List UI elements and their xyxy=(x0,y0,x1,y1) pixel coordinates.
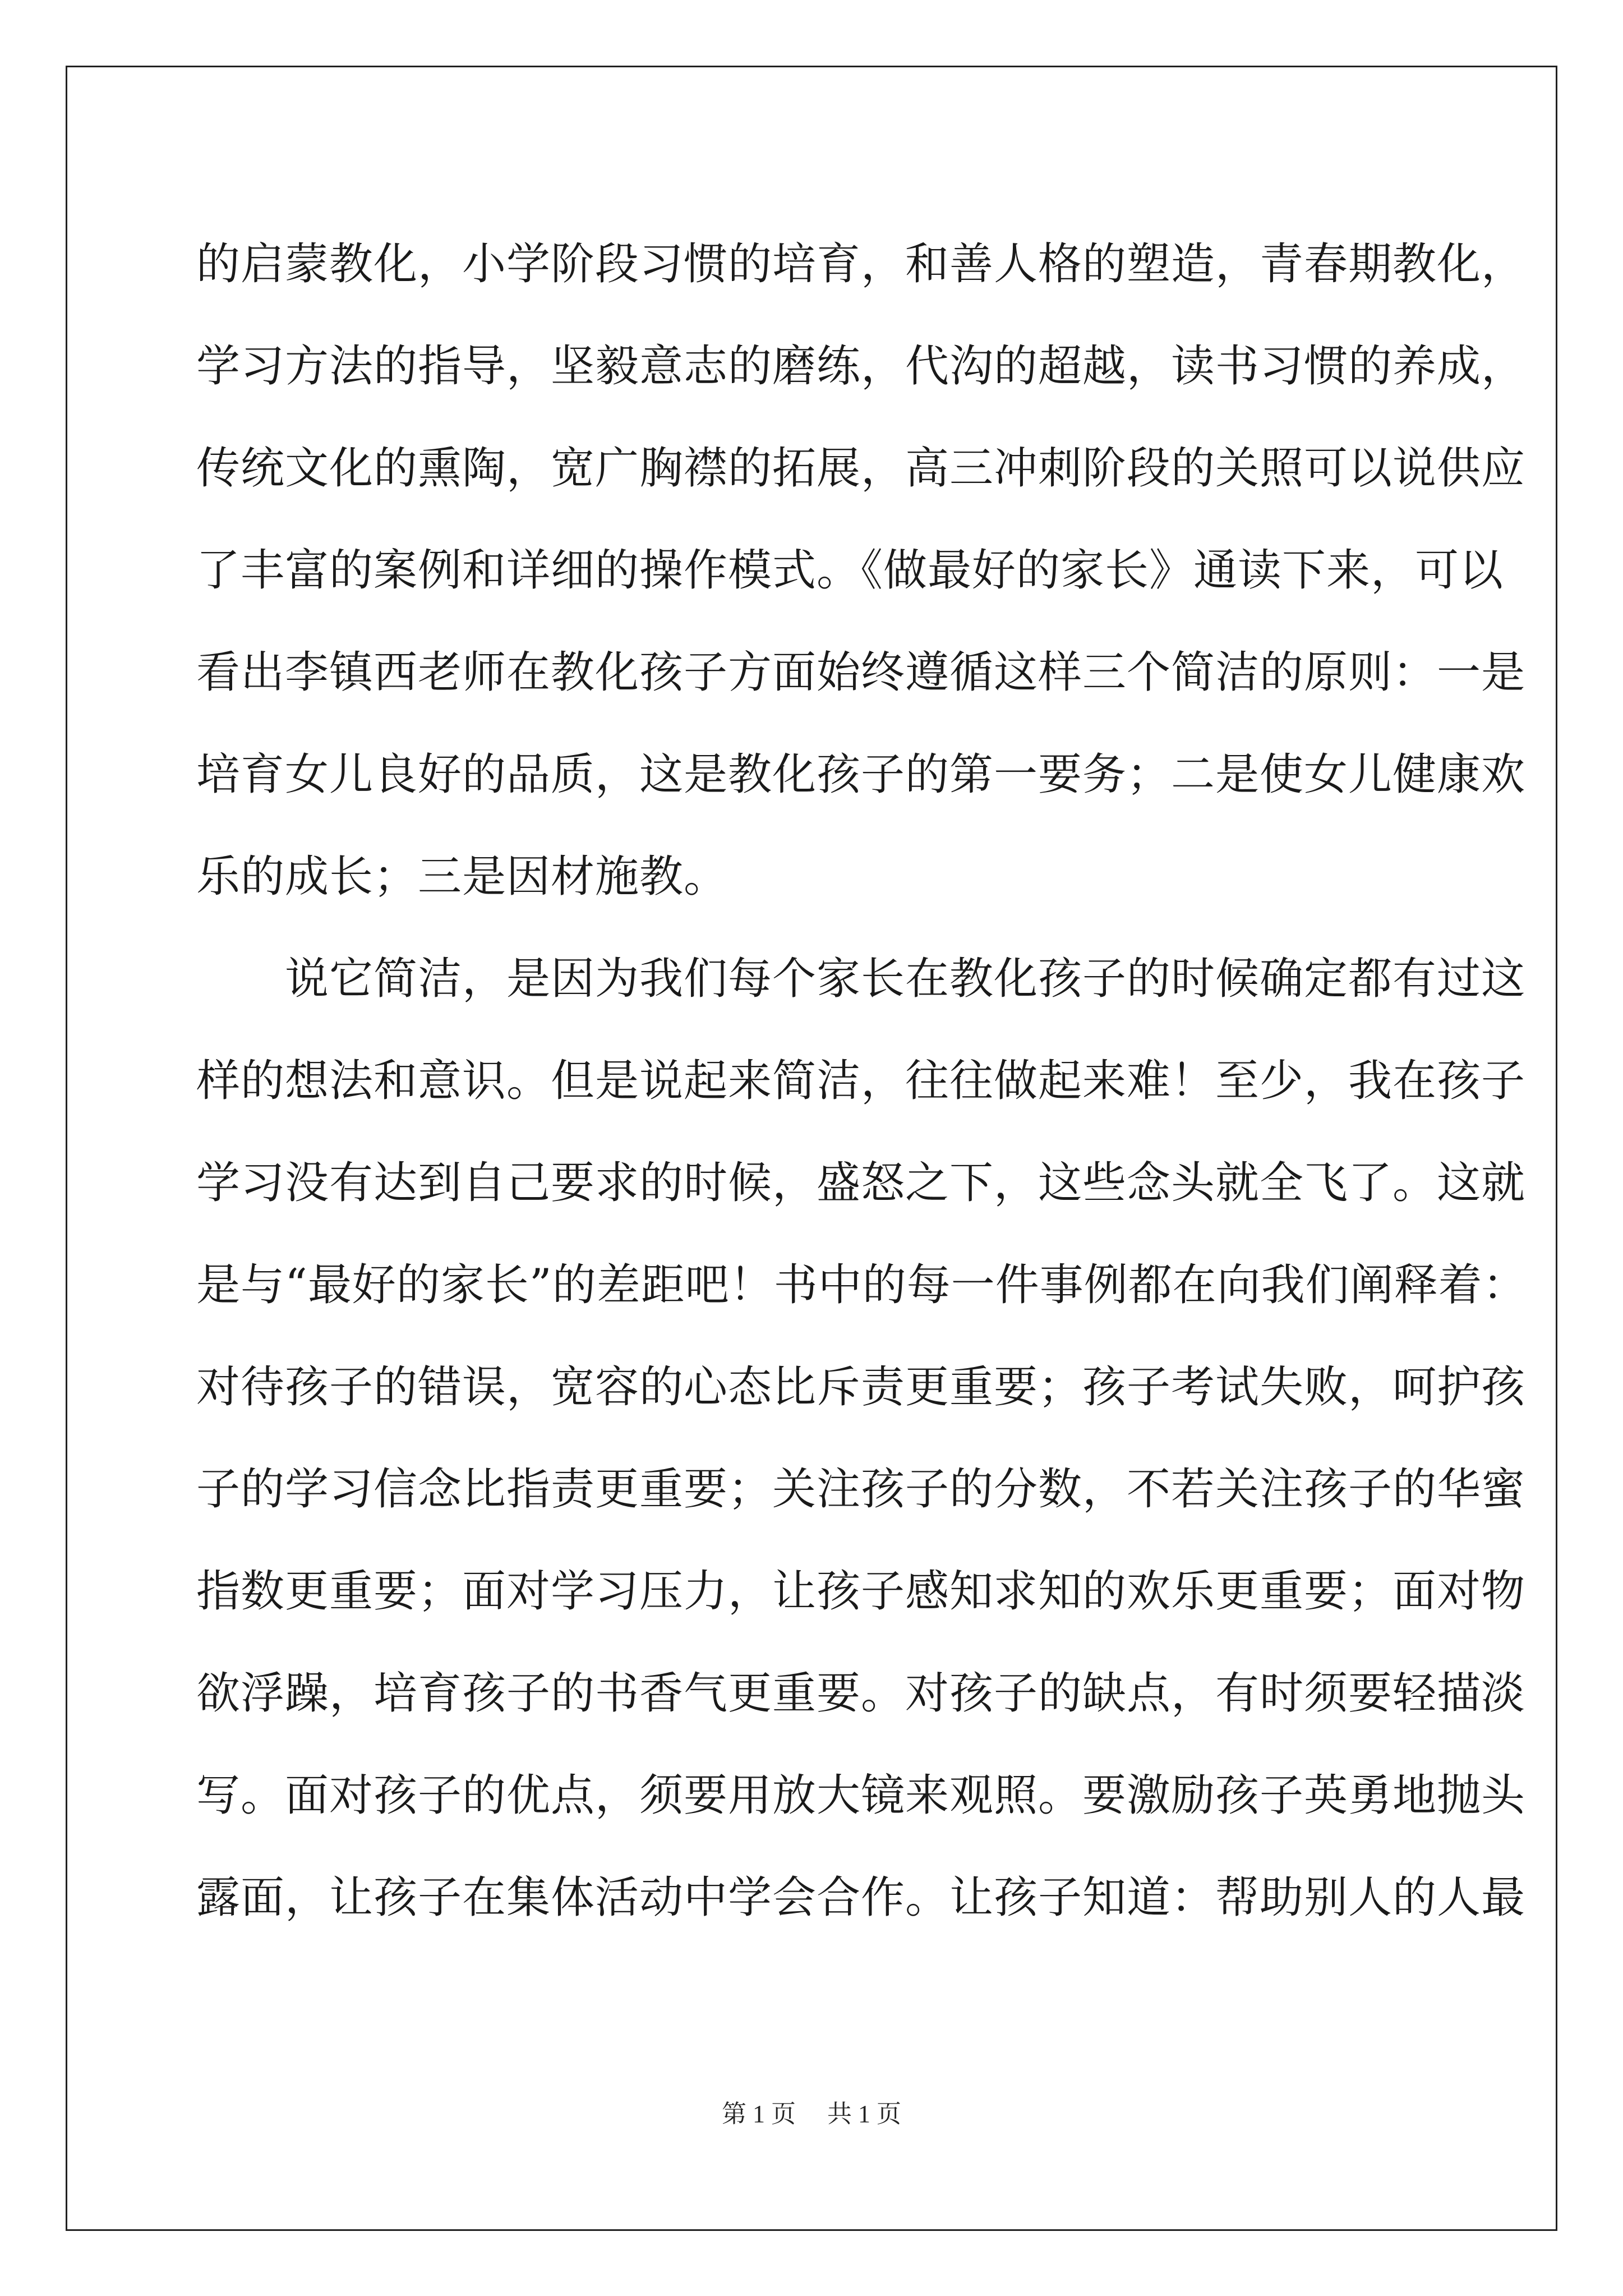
text-line: 乐的成长；三是因材施教。 xyxy=(196,852,728,902)
text-line: 学习没有达到自己要求的时候，盛怒之下，这些念头就全飞了。这就 xyxy=(196,1158,1526,1208)
text-line: 培育女儿良好的品质，这是教化孩子的第一要务；二是使女儿健康欢 xyxy=(196,749,1526,800)
text-line: 说它简洁，是因为我们每个家长在教化孩子的时候确定都有过这 xyxy=(196,954,1526,1004)
text-line: 是与“最好的家长”的差距吧！书中的每一件事例都在向我们阐释着： xyxy=(196,1260,1527,1310)
text-line: 的启蒙教化，小学阶段习惯的培育，和善人格的塑造，青春期教化， xyxy=(196,239,1526,289)
text-line: 露面，让孩子在集体活动中学会合作。让孩子知道：帮助别人的人最 xyxy=(196,1872,1526,1923)
text-line: 了丰富的案例和详细的操作模式。《做最好的家长》通读下来，可以 xyxy=(196,545,1504,596)
text-line: 写。面对孩子的优点，须要用放大镜来观照。要激励孩子英勇地抛头 xyxy=(196,1770,1526,1821)
text-line: 指数更重要；面对学习压力，让孩子感知求知的欢乐更重要；面对物 xyxy=(196,1566,1526,1617)
text-line: 传统文化的熏陶，宽广胸襟的拓展，高三冲刺阶段的关照可以说供应 xyxy=(196,443,1526,494)
text-line: 对待孩子的错误，宽容的心态比斥责更重要；孩子考试失败，呵护孩 xyxy=(196,1362,1526,1412)
text-line: 子的学习信念比指责更重要；关注孩子的分数，不若关注孩子的华蜜 xyxy=(196,1464,1526,1515)
paragraph-1 xyxy=(196,213,1526,928)
page-total: 共 1 页 xyxy=(827,2100,901,2128)
text-line: 看出李镇西老师在教化孩子方面始终遵循这样三个简洁的原则：一是 xyxy=(196,647,1526,698)
text-line: 样的想法和意识。但是说起来简洁，往往做起来难！至少，我在孩子 xyxy=(196,1056,1526,1106)
paragraph-2 xyxy=(196,928,1527,1949)
text-line: 欲浮躁，培育孩子的书香气更重要。对孩子的缺点，有时须要轻描淡 xyxy=(196,1668,1526,1719)
text-line: 学习方法的指导，坚毅意志的磨练，代沟的超越，读书习惯的养成， xyxy=(196,341,1526,392)
page-number: 第 1 页 xyxy=(722,2100,796,2128)
page-footer xyxy=(0,2093,1623,2129)
document-body xyxy=(196,213,1527,1949)
